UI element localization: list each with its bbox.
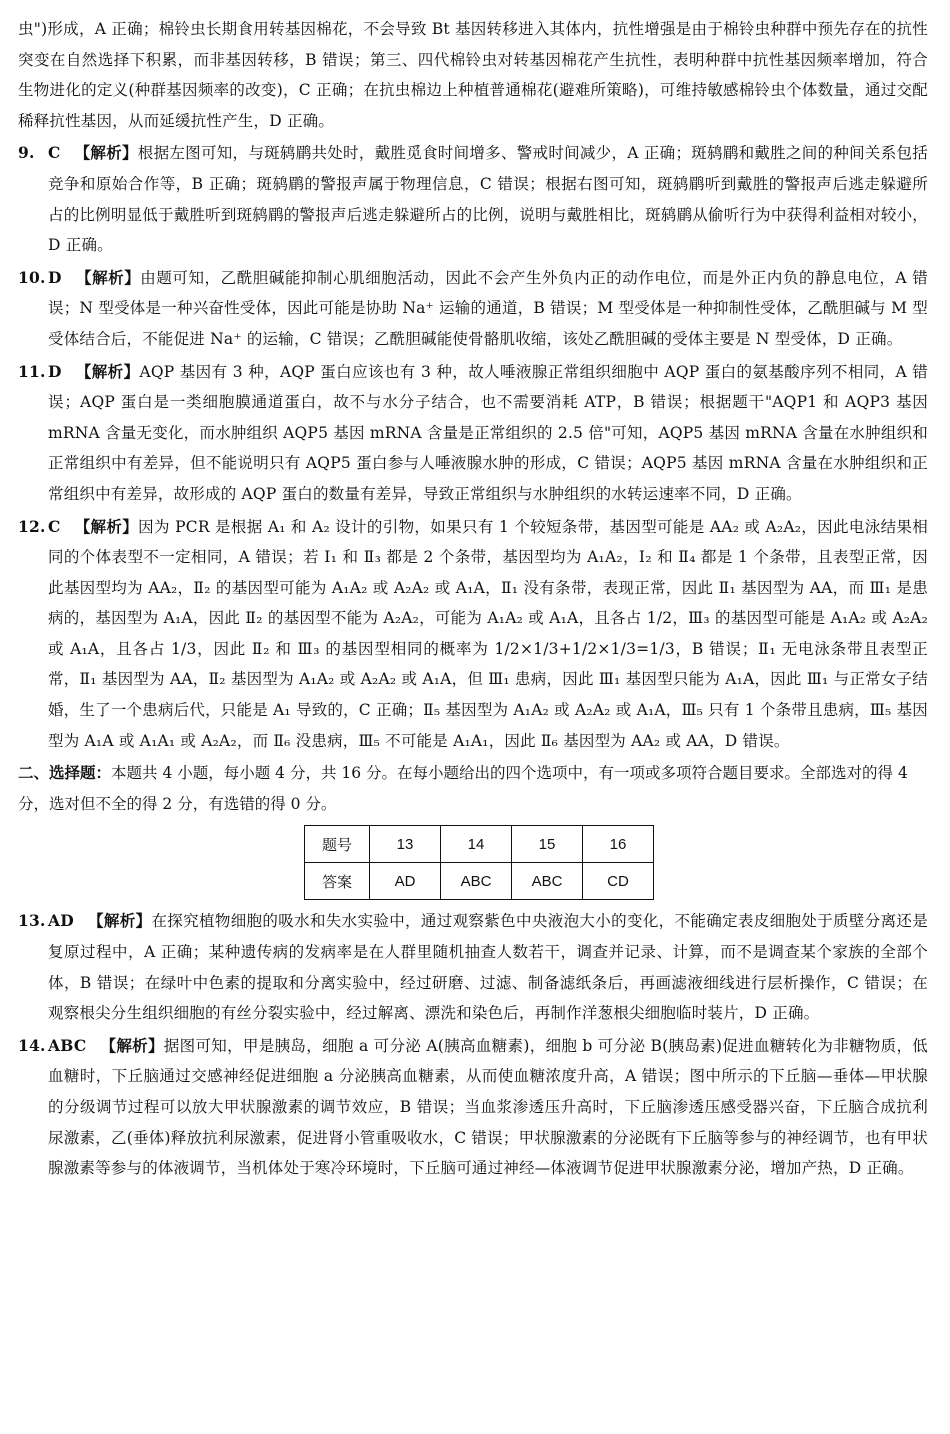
item-answer: AD <box>48 911 74 931</box>
item-answer: ABC <box>48 1035 87 1055</box>
item-answer: C <box>48 143 61 163</box>
item-explanation: 据图可知，甲是胰岛，细胞 a 可分泌 A(胰高血糖素)，细胞 b 可分泌 B(胰岛素)促进血糖转化为非糖物质，低血糖时，下丘脑通过交感神经促进细胞 a 分泌胰高血糖素，从而使血糖浓度升高，A 错误；图中所示的下丘脑—垂体—甲状腺的分级调节过程可以放大甲状腺激素的调节效应，B 错误；当血浆渗透压升高时，下丘脑渗透压感受器兴奋，下丘脑合成抗利尿激素，乙(垂体)释放抗利尿激素，促进肾小管重吸收水，C 错误；甲状腺激素的分泌既有下丘脑等参与的神经调节，也有甲状腺激素等参与的体液调节，当机体处于寒冷环境时，下丘脑可通过神经—体液调节促进甲状腺激素分泌，增加产热，D 正确。 <box>48 1036 928 1178</box>
answer-item-9 <box>18 138 928 260</box>
item-explanation: 在探究植物细胞的吸水和失水实验中，通过观察紫色中央液泡大小的变化，不能确定表皮细胞处于质壁分离还是复原过程中，A 正确；某种遗传病的发病率是在人群里随机抽查人数若干，调查并记录、计算，而不是调查某个家族的全部个体，B 错误；在绿叶中色素的提取和分离实验中，经过研磨、过滤、制备滤纸条后，再画滤液细线进行层析操作，C 错误；在观察根尖分生组织细胞的有丝分裂实验中，经过解离、漂洗和染色后，再制作洋葱根尖细胞临时装片，D 正确。 <box>48 912 928 1023</box>
table-cell: 15 <box>512 826 583 863</box>
answer-item-13 <box>18 906 928 1028</box>
answer-table <box>304 825 654 900</box>
table-cell: AD <box>370 863 441 900</box>
analysis-tag: 【解析】 <box>75 267 141 287</box>
item-number: 10. <box>18 267 46 287</box>
answer-item-14 <box>18 1031 928 1184</box>
item-number: 13. <box>18 911 46 931</box>
table-row <box>305 863 654 900</box>
analysis-tag: 【解析】 <box>100 1035 164 1055</box>
section-instructions: 本题共 4 小题，每小题 4 分，共 16 分。在每小题给出的四个选项中，有一项或多项符合题目要求。全部选对的得 4 分，选对但不全的得 2 分，有选错的得 0 分。 <box>18 764 908 813</box>
answer-item-12 <box>18 512 928 757</box>
item-explanation: AQP 基因有 3 种，AQP 蛋白应该也有 3 种，故人唾液腺正常组织细胞中 AQP 蛋白的氨基酸序列不相同，A 错误；AQP 蛋白是一类细胞膜通道蛋白，故不与水分子结合，也不需要消耗 ATP，B 错误；根据题干"AQP1 和 AQP3 基因 mRNA 含量无变化，而水肿组织 AQP5 基因 mRNA 含量是正常组织的 2.5 倍"可知，AQP5 基因 mRNA 含量在水肿组织和正常组织中有差异，但不能说明只有 AQP5 蛋白参与人唾液腺水肿的形成，C 错误；AQP5 基因 mRNA 含量在水肿组织和正常组织中有差异，故形成的 AQP 蛋白的数量有差异，导致正常组织与水肿组织的水转运速率不同，D 正确。 <box>48 362 928 503</box>
section-heading <box>18 758 928 819</box>
item-explanation: 根据左图可知，与斑鸫鹛共处时，戴胜觅食时间增多、警戒时间减少，A 正确；斑鸫鹛和戴胜之间的种间关系包括竞争和原始合作等，B 正确；斑鸫鹛的警报声属于物理信息，C 错误；根据右图可知，斑鸫鹛听到戴胜的警报声后逃走躲避所占的比例明显低于戴胜听到斑鸫鹛的警报声后逃走躲避所占的比例，说明与戴胜相比，斑鸫鹛从偷听行为中获得利益相对较小，D 正确。 <box>48 144 928 255</box>
table-cell: ABC <box>441 863 512 900</box>
analysis-tag: 【解析】 <box>74 143 138 163</box>
intro-paragraph: 虫")形成，A 正确；棉铃虫长期食用转基因棉花，不会导致 Bt 基因转移进入其体内，抗性增强是由于棉铃虫种群中预先存在的抗性突变在自然选择下积累，而非基因转移，B 错误；第三、四代棉铃虫对转基因棉花产生抗性，表明种群中抗性基因频率增加，符合生物进化的定义(种群基因频率的改变)，C 正确；在抗虫棉边上种植普通棉花(避难所策略)，可维持敏感棉铃虫个体数量，通过交配稀释抗性基因，从而延缓抗性产生，D 正确。 <box>18 20 928 130</box>
item-number: 12. <box>18 516 46 536</box>
table-header-answer: 答案 <box>305 863 370 900</box>
item-explanation: 因为 PCR 是根据 A₁ 和 A₂ 设计的引物，如果只有 1 个较短条带，基因型可能是 AA₂ 或 A₂A₂，因此电泳结果相同的个体表型不一定相同，A 错误；若 Ⅰ₁ 和 Ⅱ₃ 都是 2 个条带，基因型均为 A₁A₂，Ⅰ₂ 和 Ⅱ₄ 都是 1 个条带，且表型正常，因此基因型均为 AA₂，Ⅱ₂ 的基因型可能为 A₁A₂ 或 A₂A₂ 或 A₁A，Ⅱ₁ 没有条带，表现正常，因此 Ⅱ₁ 基因型为 AA，而 Ⅲ₁ 是患病的，基因型为 A₁A，因此 Ⅱ₂ 的基因型不能为 A₂A₂，可能为 A₁A₂ 或 A₁A，且各占 1/2，Ⅲ₃ 的基因型可能是 A₁A₂ 或 A₂A₂ 或 A₁A，且各占 1/3，因此 Ⅱ₂ 和 Ⅲ₃ 的基因型相同的概率为 1/2×1/3+1/2×1/3=1/3，B 错误；Ⅱ₁ 无电泳条带且表型正常，Ⅱ₁ 基因型为 AA，Ⅱ₂ 基因型为 A₁A₂ 或 A₂A₂ 或 A₁A，但 Ⅲ₁ 患病，因此 Ⅲ₁ 基因型只能为 A₁A，因此 Ⅲ₁ 与正常女子结婚，生了一个患病后代，只能是 A₁ 导致的，C 正确；Ⅱ₅ 基因型为 A₁A₂ 或 A₂A₂ 或 A₁A，Ⅲ₅ 只有 1 个条带且患病，Ⅲ₅ 基因型为 A₁A 或 A₁A₁ 或 A₂A₂，而 Ⅱ₆ 没患病，Ⅲ₅ 不可能是 A₁A₁，因此 Ⅱ₆ 基因型为 AA₂ 或 AA，D 错误。 <box>48 517 928 750</box>
table-cell: 16 <box>583 826 654 863</box>
item-number: 11. <box>18 361 46 381</box>
table-row <box>305 826 654 863</box>
item-explanation: 由题可知，乙酰胆碱能抑制心肌细胞活动，因此不会产生外负内正的动作电位，而是外正内负的静息电位，A 错误；N 型受体是一种兴奋性受体，因此可能是协助 Na⁺ 运输的通道，B 错误；M 型受体是一种抑制性受体，乙酰胆碱与 M 型受体结合后，不能促进 Na⁺ 的运输，C 错误；乙酰胆碱能使骨骼肌收缩，该处乙酰胆碱的受体主要是 N 型受体，D 正确。 <box>48 268 928 348</box>
table-header-number: 题号 <box>305 826 370 863</box>
item-number: 14. <box>18 1035 46 1055</box>
item-number: 9. <box>18 143 35 163</box>
analysis-tag: 【解析】 <box>75 361 140 381</box>
table-cell: 13 <box>370 826 441 863</box>
analysis-tag: 【解析】 <box>74 516 139 536</box>
section-label: 二、选择题： <box>18 763 112 783</box>
table-cell: ABC <box>512 863 583 900</box>
analysis-tag: 【解析】 <box>87 911 152 931</box>
item-answer: C <box>48 516 61 536</box>
table-cell: CD <box>583 863 654 900</box>
item-answer: D <box>48 361 62 381</box>
item-answer: D <box>48 267 62 287</box>
answer-item-10 <box>18 263 928 355</box>
table-cell: 14 <box>441 826 512 863</box>
answer-item-11 <box>18 357 928 510</box>
